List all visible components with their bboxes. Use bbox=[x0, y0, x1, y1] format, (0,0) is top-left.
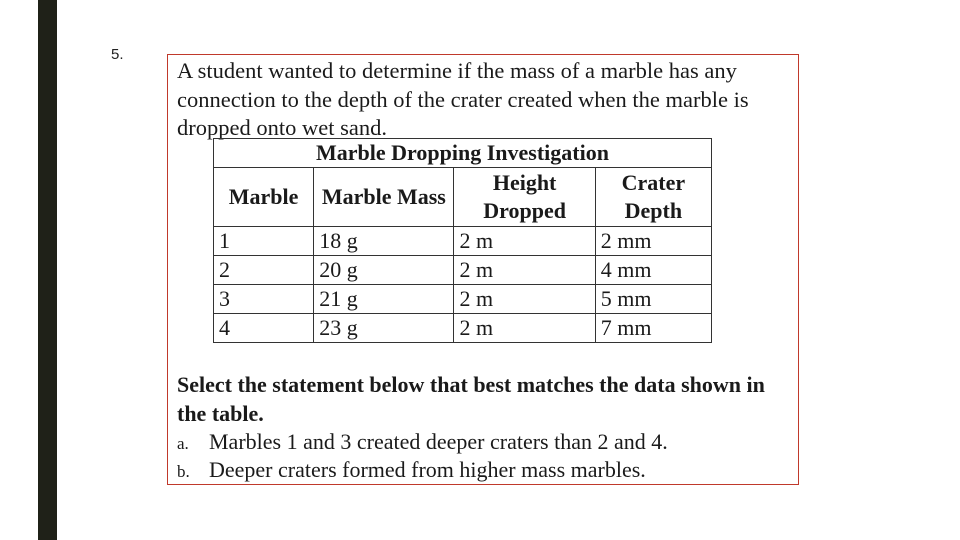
option-text: Deeper craters formed from higher mass marbles. bbox=[209, 457, 646, 482]
cell-depth: 5 mm bbox=[595, 285, 711, 314]
table-title: Marble Dropping Investigation bbox=[214, 139, 712, 168]
cell-depth: 4 mm bbox=[595, 256, 711, 285]
answer-option-b[interactable] bbox=[177, 456, 797, 486]
cell-mass: 18 g bbox=[314, 227, 454, 256]
cell-height: 2 m bbox=[454, 314, 595, 343]
slide-side-bar bbox=[38, 0, 57, 540]
header-crater-depth: Crater Depth bbox=[595, 168, 711, 227]
cell-height: 2 m bbox=[454, 227, 595, 256]
question-number: 5. bbox=[111, 46, 124, 63]
table-row bbox=[214, 227, 712, 256]
table-row bbox=[214, 314, 712, 343]
cell-depth: 7 mm bbox=[595, 314, 711, 343]
question-prompt: Select the statement below that best matches the data shown in the table. bbox=[177, 372, 765, 426]
answer-option-a[interactable] bbox=[177, 428, 797, 458]
table-row bbox=[214, 256, 712, 285]
cell-marble: 3 bbox=[214, 285, 314, 314]
cell-height: 2 m bbox=[454, 256, 595, 285]
cell-height: 2 m bbox=[454, 285, 595, 314]
cell-depth: 2 mm bbox=[595, 227, 711, 256]
option-letter: a. bbox=[177, 434, 189, 453]
option-text: Marbles 1 and 3 created deeper craters than 2 and 4. bbox=[209, 429, 668, 454]
cell-mass: 23 g bbox=[314, 314, 454, 343]
header-height-dropped: Height Dropped bbox=[454, 168, 595, 227]
cell-marble: 4 bbox=[214, 314, 314, 343]
header-marble: Marble bbox=[214, 168, 314, 227]
cell-marble: 1 bbox=[214, 227, 314, 256]
cell-mass: 20 g bbox=[314, 256, 454, 285]
question-panel bbox=[167, 54, 799, 485]
table-row bbox=[214, 285, 712, 314]
cell-marble: 2 bbox=[214, 256, 314, 285]
investigation-table bbox=[213, 138, 712, 343]
cell-mass: 21 g bbox=[314, 285, 454, 314]
intro-text: A student wanted to determine if the mass of a marble has any connection to the depth of the crater created when the marble is dropped onto wet sand. bbox=[177, 58, 749, 140]
option-letter: b. bbox=[177, 462, 190, 481]
header-marble-mass: Marble Mass bbox=[314, 168, 454, 227]
